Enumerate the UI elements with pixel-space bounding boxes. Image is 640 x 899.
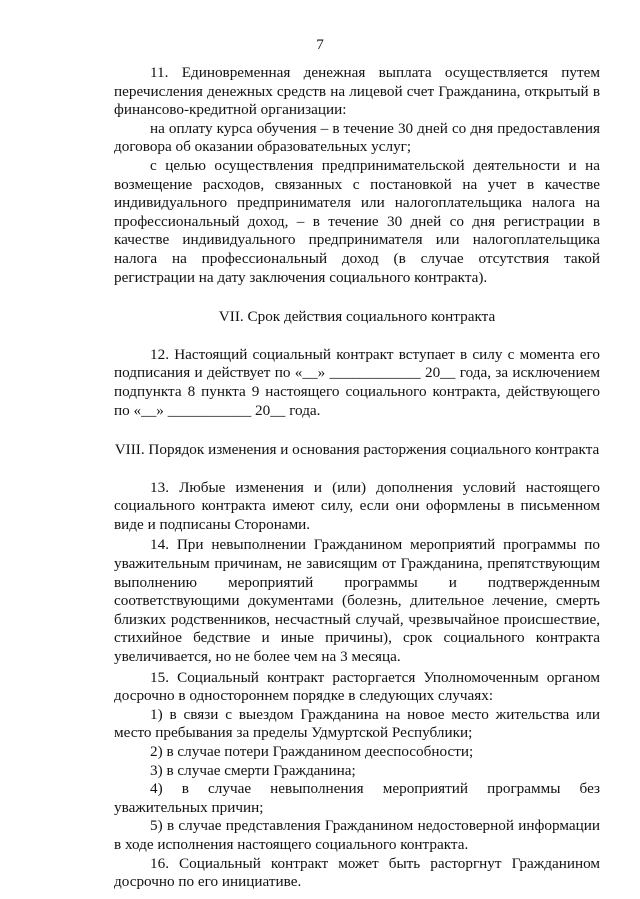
paragraph-11: 11. Единовременная денежная выплата осуществляется путем перечисления денежных средств на лицевой счет Гражданина, открытый в финансово-кредитной организации: bbox=[114, 64, 600, 119]
paragraph-15-item-5: 5) в случае представления Гражданином недостоверной информации в ходе исполнения настоящего социального контракта. bbox=[114, 817, 600, 853]
section-heading-viii: VIII. Порядок изменения и основания расторжения социального контракта bbox=[114, 441, 600, 459]
paragraph-15-item-3: 3) в случае смерти Гражданина; bbox=[150, 761, 356, 779]
paragraph-15-item-2: 2) в случае потери Гражданином дееспособности; bbox=[150, 743, 474, 760]
paragraph-12: 12. Настоящий социальный контракт вступает в силу с момента его подписания и действует по «__» ____________ 20__ года, за исключением подпункта 8 пункта 9 настоящего социального контракта, действующего по «__» ___________ 20__ года. bbox=[114, 345, 600, 419]
paragraph-15-item-1: 1) в связи с выездом Гражданина на новое место жительства или место пребывания за пределы Удмуртской Республики; bbox=[114, 705, 600, 742]
paragraph-16: 16. Социальный контракт может быть расторгнут Гражданином досрочно по его инициативе. bbox=[114, 854, 600, 891]
document-body bbox=[114, 64, 600, 892]
paragraph-14: 14. При невыполнении Гражданином мероприятий программы по уважительным причинам, не зависящим от Гражданина, препятствующим выполнению мероприятий программы и подтвержденным соответствующими документами (болезнь, длительное лечение, смерть близких родственников, несчастный случай, чрезвычайное происшествие, стихийное бедствие и иные причины), срок социального контракта увеличивается, но не более чем на 3 месяца. bbox=[114, 536, 600, 666]
paragraph-11-business: с целью осуществления предпринимательской деятельности и на возмещение расходов, связанных с постановкой на учет в качестве индивидуального предпринимателя или налогоплательщика налога на профессиональный доход, – в течение 30 дней со дня регистрации в качестве индивидуального предпринимателя или налогоплательщика налога на профессиональный доход (в случае отсутствия такой регистрации на дату заключения социального контракта). bbox=[114, 156, 600, 286]
section-heading-vii: VII. Срок действия социального контракта bbox=[218, 308, 496, 326]
paragraph-15: 15. Социальный контракт расторгается Уполномоченным органом досрочно в одностороннем порядке в следующих случаях: bbox=[114, 668, 600, 705]
paragraph-13: 13. Любые изменения и (или) дополнения условий настоящего социального контракта имеют силу, если они оформлены в письменном виде и подписаны Сторонами. bbox=[114, 478, 600, 533]
paragraph-15-item-4: 4) в случае невыполнения мероприятий программы без уважительных причин; bbox=[114, 780, 600, 816]
paragraph-11-course: на оплату курса обучения – в течение 30 дней со дня предоставления договора об оказании образовательных услуг; bbox=[114, 119, 600, 156]
page-number: 7 bbox=[316, 36, 324, 53]
